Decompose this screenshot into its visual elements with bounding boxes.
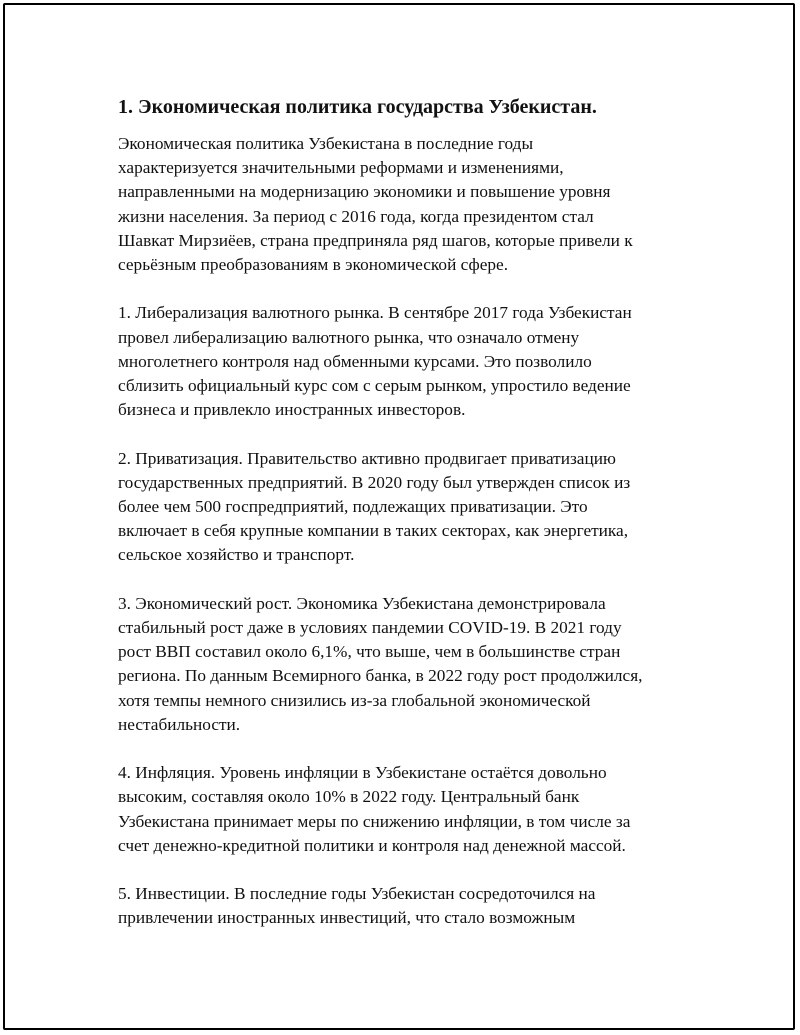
- intro-paragraph: Экономическая политика Узбекистана в последние годы характеризуется значительными реформами и изменениями, направленными на модернизацию экономики и повышение уровня жизни населения. За период с 2016 года, когда президентом стал Шавкат Мирзиёев, страна предприняла ряд шагов, которые привели к серьёзным преобразованиям в экономической сфере.: [118, 134, 633, 275]
- paragraph-investments: 5. Инвестиции. В последние годы Узбекистан сосредоточился на привлечении иностранных инвестиций, что стало возможным: [118, 884, 596, 928]
- paragraph-privatization: 2. Приватизация. Правительство активно продвигает приватизацию государственных предприятий. В 2020 году был утвержден список из более чем 500 госпредприятий, подлежащих приватизации. Это включает в себя крупные компании в таких секторах, как энергетика, сельское хозяйство и транспорт.: [118, 448, 631, 565]
- paragraph-inflation: 4. Инфляция. Уровень инфляции в Узбекистане остаётся довольно высоким, составляя около 10% в 2022 году. Центральный банк Узбекистана принимает меры по снижению инфляции, в том числе за счет денежно-кредитной политики и контроля над денежной массой.: [118, 763, 631, 855]
- document-title: 1. Экономическая политика государства Узбекистан.: [118, 96, 597, 118]
- paragraph-economic-growth: 3. Экономический рост. Экономика Узбекистана демонстрировала стабильный рост даже в условиях пандемии COVID-19. В 2021 году рост ВВП составил около 6,1%, что выше, чем в большинстве стран региона. По данным Всемирного банка, в 2022 году рост продолжился, хотя темпы немного снизились из-за глобальной экономической нестабильности.: [118, 593, 643, 734]
- paragraph-currency-liberalization: 1. Либерализация валютного рынка. В сентябре 2017 года Узбекистан провел либерализацию валютного рынка, что означало отмену многолетнего контроля над обменными курсами. Это позволило сблизить официальный курс сом с серым рынком, упростило ведение бизнеса и привлекло иностранных инвесторов.: [118, 303, 632, 420]
- document-body: [118, 94, 698, 955]
